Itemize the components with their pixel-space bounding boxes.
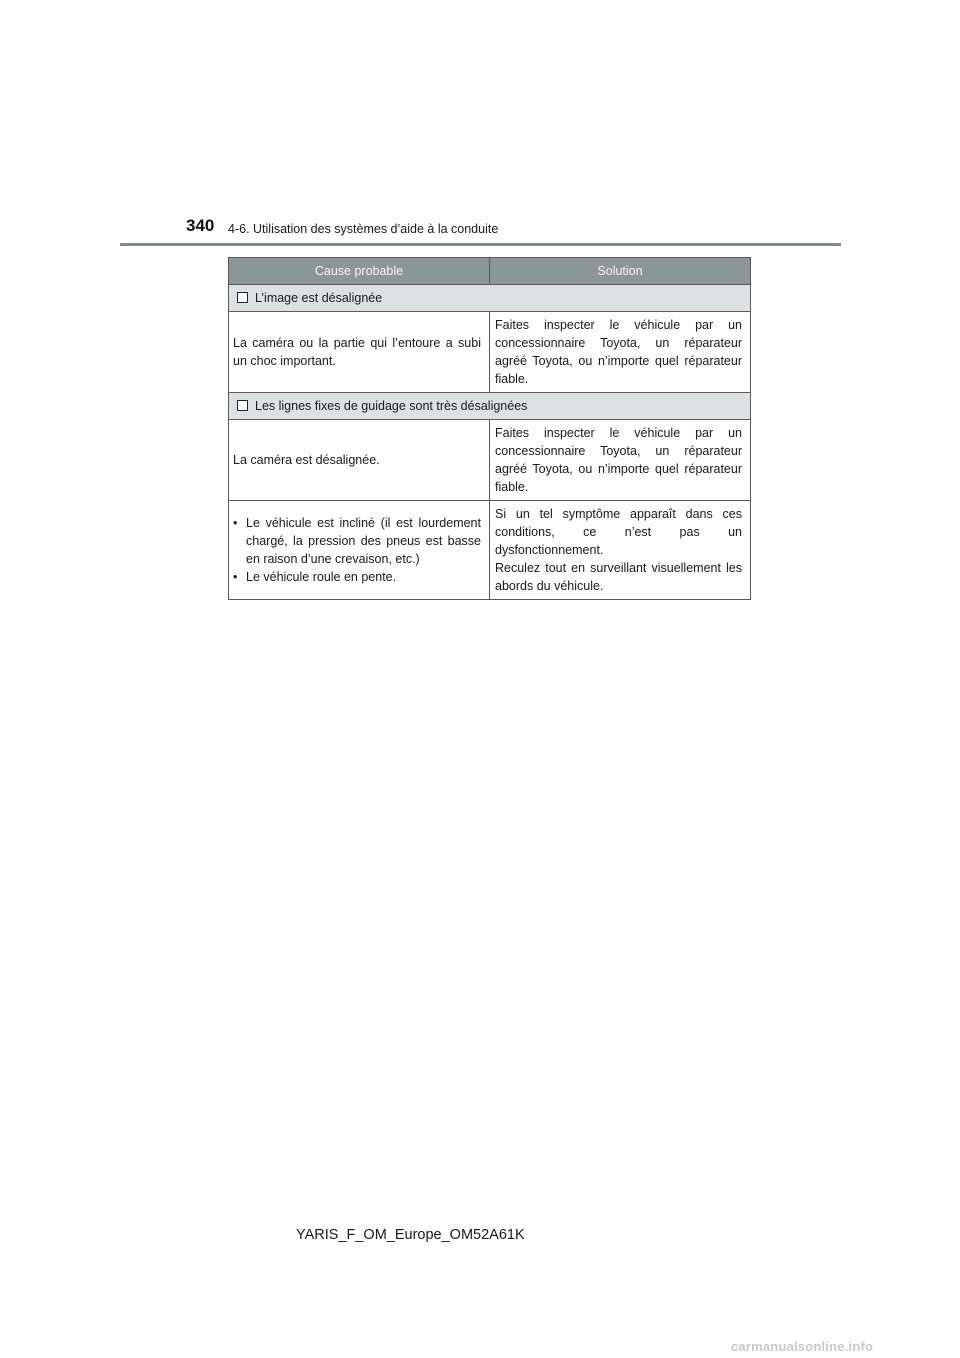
table-row — [229, 501, 751, 600]
solution-cell — [490, 312, 751, 393]
symptom-cell — [229, 393, 751, 420]
column-header-solution: Solution — [490, 258, 751, 285]
symptom-label: L’image est désalignée — [255, 291, 383, 305]
symptom-label: Les lignes fixes de guidage sont très désalignées — [255, 399, 528, 413]
cause-text: La caméra ou la partie qui l’entoure a subi un choc important. — [233, 336, 481, 368]
watermark: carmanualsonline.info — [731, 1339, 874, 1354]
solution-text: Si un tel symptôme apparaît dans ces conditions, ce n’est pas un dysfonctionnement. — [495, 507, 742, 557]
solution-text: Reculez tout en surveillant visuellement les abords du véhicule. — [495, 561, 742, 593]
cause-bullet-list — [233, 514, 481, 586]
solution-text: Faites inspecter le véhicule par un concessionnaire Toyota, un réparateur agréé Toyota, ou n’importe quel réparateur fiable. — [495, 426, 742, 494]
symptom-row — [229, 393, 751, 420]
table-row — [229, 312, 751, 393]
table-header-row — [229, 258, 751, 285]
page-number: 340 — [186, 216, 215, 235]
header-rule — [120, 243, 841, 246]
cause-text: La caméra est désalignée. — [233, 453, 380, 467]
document-code: YARIS_F_OM_Europe_OM52A61K — [296, 1227, 525, 1243]
cause-cell — [229, 420, 490, 501]
symptom-row — [229, 285, 751, 312]
cause-bullet-item: • Le véhicule roule en pente. — [233, 568, 481, 586]
symptom-cell — [229, 285, 751, 312]
checkbox-icon — [237, 292, 248, 303]
cause-cell — [229, 501, 490, 600]
solution-cell — [490, 420, 751, 501]
cause-cell — [229, 312, 490, 393]
troubleshooting-table — [228, 257, 751, 600]
solution-cell — [490, 501, 751, 600]
checkbox-icon — [237, 400, 248, 411]
section-title: 4-6. Utilisation des systèmes d’aide à la conduite — [228, 222, 499, 236]
cause-bullet-item: • Le véhicule est incliné (il est lourdement chargé, la pression des pneus est basse en raison d’une crevaison, etc.) — [233, 514, 481, 568]
column-header-cause: Cause probable — [229, 258, 490, 285]
solution-text: Faites inspecter le véhicule par un concessionnaire Toyota, un réparateur agréé Toyota, ou n’importe quel réparateur fiable. — [495, 318, 742, 386]
table-row — [229, 420, 751, 501]
